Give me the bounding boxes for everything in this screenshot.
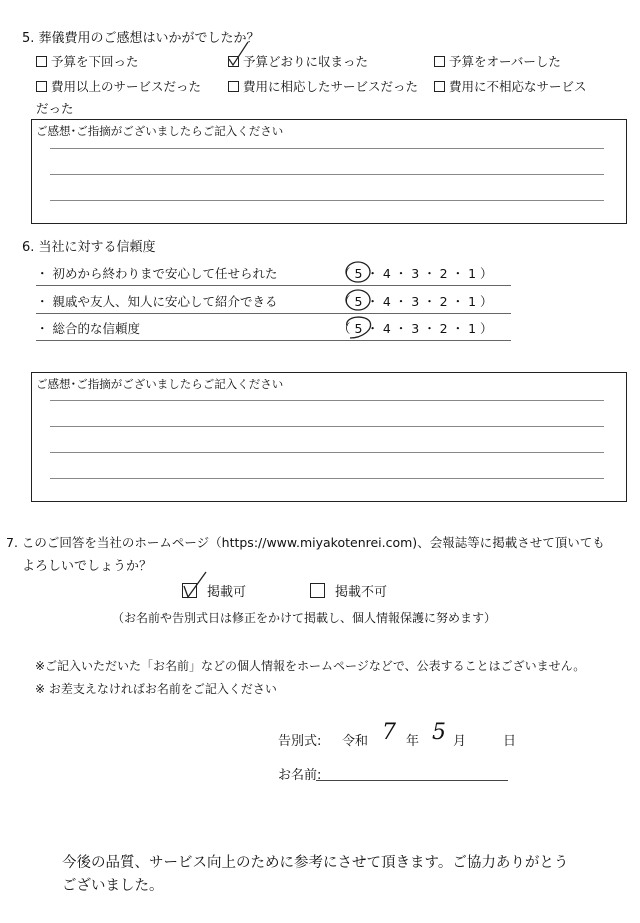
checkbox-checked[interactable] bbox=[228, 56, 239, 67]
closing-line2: ございました。 bbox=[62, 878, 164, 894]
checkbox[interactable] bbox=[434, 81, 445, 92]
q5-option-over-budget[interactable]: 予算をオーバーした bbox=[434, 52, 561, 70]
rating-scale[interactable]: （ 5 ・ 4 ・ 3 ・ 2 ・ 1 ） bbox=[338, 294, 493, 309]
row-underline bbox=[36, 340, 511, 341]
writing-line bbox=[50, 400, 604, 401]
checkmark-icon bbox=[182, 575, 210, 599]
ceremony-label: 告別式: bbox=[278, 734, 322, 749]
comment-label: ご感想･ご指摘がございましたらご記入ください bbox=[36, 124, 284, 138]
row-underline bbox=[36, 313, 511, 314]
hand-drawn-circles bbox=[338, 256, 388, 356]
writing-line bbox=[50, 148, 604, 149]
selection-circle bbox=[346, 290, 370, 310]
checkmark-icon bbox=[228, 48, 250, 68]
rating-scale[interactable]: （ 5 ・ 4 ・ 3 ・ 2 ・ 1 ） bbox=[338, 321, 493, 336]
q5-title: 5. 葬儀費用のご感想はいかがでしたか？ bbox=[22, 31, 260, 46]
name-label: お名前: bbox=[278, 768, 322, 783]
checkbox-checked[interactable] bbox=[182, 583, 197, 598]
checkbox[interactable] bbox=[36, 56, 47, 67]
closing-line1: 今後の品質、サービス向上のために参考にさせて頂きます。ご協力ありがとう bbox=[62, 855, 569, 871]
name-input-line[interactable] bbox=[316, 780, 508, 781]
checkbox[interactable] bbox=[434, 56, 445, 67]
writing-line bbox=[50, 174, 604, 175]
selection-circle bbox=[347, 317, 371, 338]
writing-line bbox=[50, 478, 604, 479]
checkbox[interactable] bbox=[228, 81, 239, 92]
rating-scale[interactable]: （ 5 ・ 4 ・ 3 ・ 2 ・ 1 ） bbox=[338, 266, 493, 281]
q6-item-label: ・ 親戚や友人、知人に安心して紹介できる bbox=[36, 294, 278, 309]
q7-title-line2: よろしいでしょうか？ bbox=[22, 559, 153, 574]
q5-comment-box[interactable] bbox=[31, 119, 627, 224]
q5-option-wrap-text: だった bbox=[36, 101, 74, 116]
q5-option-matched-cost[interactable]: 費用に相応したサービスだった bbox=[228, 77, 418, 95]
name-request-notice: ※ お差支えなければお名前をご記入ください bbox=[35, 682, 277, 696]
writing-line bbox=[50, 452, 604, 453]
ceremony-year-value[interactable]: 7 bbox=[382, 720, 396, 745]
q5-option-within-budget[interactable]: 予算どおりに収まった bbox=[228, 52, 368, 70]
q5-option-under-budget[interactable]: 予算を下回った bbox=[36, 52, 139, 70]
checkbox[interactable] bbox=[310, 583, 325, 598]
selection-circle bbox=[346, 262, 370, 282]
privacy-notice: ※ご記入いただいた「お名前」などの個人情報をホームページなどで、公表することはございません。 bbox=[35, 659, 586, 673]
q7-title-line1: 7. このご回答を当社のホームページ（https://www.miyakotenrei.com)、会報誌等に掲載させて頂いても bbox=[6, 535, 605, 550]
checkbox[interactable] bbox=[36, 81, 47, 92]
year-unit: 年 bbox=[406, 734, 420, 749]
q5-option-above-cost[interactable]: 費用以上のサービスだった bbox=[36, 77, 201, 95]
writing-line bbox=[50, 200, 604, 201]
q7-note: （お名前や告別式日は修正をかけて掲載し、個人情報保護に努めます） bbox=[112, 611, 497, 625]
row-underline bbox=[36, 285, 511, 286]
comment-label: ご感想･ご指摘がございましたらご記入ください bbox=[36, 377, 284, 391]
q6-item-label: ・ 総合的な信頼度 bbox=[36, 321, 140, 336]
q7-option-allow[interactable]: 掲載可 bbox=[182, 581, 246, 600]
q6-item-label: ・ 初めから終わりまで安心して任せられた bbox=[36, 266, 278, 281]
q6-title: 6. 当社に対する信頼度 bbox=[22, 240, 156, 255]
writing-line bbox=[50, 426, 604, 427]
day-unit: 日 bbox=[503, 734, 517, 749]
ceremony-era: 令和 bbox=[342, 734, 369, 749]
q5-option-not-worth-cost[interactable]: 費用に不相応なサービス bbox=[434, 77, 587, 95]
month-unit: 月 bbox=[453, 734, 467, 749]
ceremony-month-value[interactable]: 5 bbox=[432, 720, 446, 745]
q6-comment-box[interactable] bbox=[31, 372, 627, 502]
q7-option-disallow[interactable]: 掲載不可 bbox=[310, 581, 387, 600]
